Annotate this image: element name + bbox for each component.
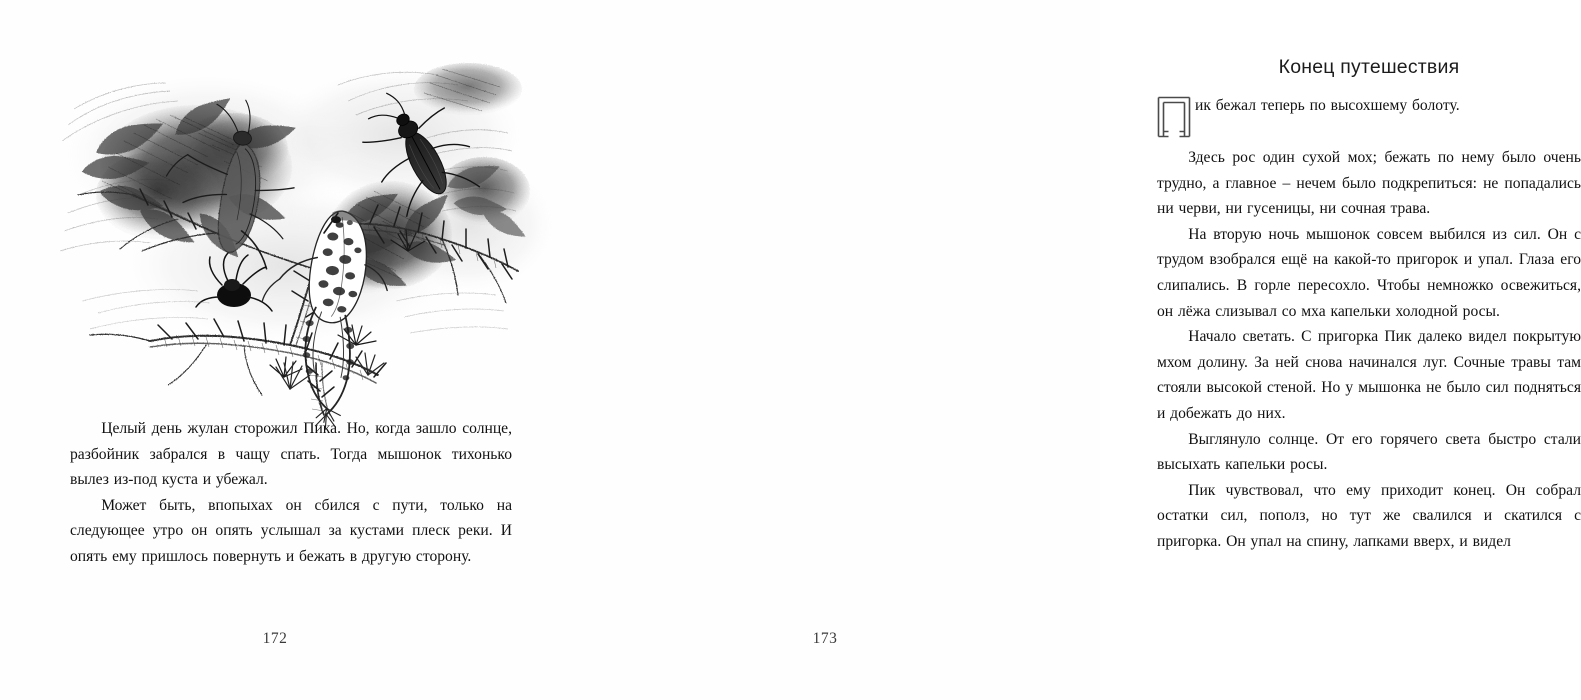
paragraph: Пик чувствовал, что ему приходит конец. Он собрал остатки сил, пополз, но тут же свалился и скатился с пригорка. Он упал на спину, лапками вверх, и видел	[1157, 481, 1581, 550]
right-page-text-column	[1157, 93, 1581, 555]
left-page	[0, 0, 550, 700]
page-number-right: 173	[812, 630, 838, 647]
paragraph: Здесь рос один сухой мох; бежать по нему было очень трудно, а главное – нечем было подкрепиться: не попадались ни черви, ни гусеницы, ни сочная трава.	[1157, 149, 1581, 218]
paragraph-with-dropcap	[1157, 93, 1581, 145]
paragraph: Начало светать. С пригорка Пик далеко видел покрытую мхом долину. За ней снова начинался луг. Сочные травы там стояли высокой стеной. Но у мышонка не было сил подняться и добежать до них.	[1157, 328, 1581, 422]
paragraph-text: ик бежал теперь по высохшему болоту.	[1195, 97, 1460, 114]
paragraph: Может быть, впопыхах он сбился с пути, только на следующее утро он опять услышал за кустами плеск реки. И опять ему пришлось повернуть и бежать в другую сторону.	[70, 496, 512, 565]
paragraph: Целый день жулан сторожил Пика. Но, когда зашло солнце, разбойник забрался в чащу спать. Тогда мышонок тихонько вылез из-под куста и убежал.	[70, 420, 512, 489]
right-page	[550, 0, 1581, 700]
paragraph: На вторую ночь мышонок совсем выбился из сил. Он с трудом взобрался ещё на какой-то пригорок и упал. Глаза его слипались. В горле пересохло. Чтобы немножко освежиться, он лёжа слизывал со мха капельки холодной росы.	[1157, 225, 1581, 320]
drop-cap-letter	[1157, 95, 1191, 139]
left-page-text-column	[70, 416, 512, 570]
paragraph: Выглянуло солнце. От его горячего света быстро стали высыхать капельки росы.	[1157, 430, 1581, 474]
chapter-title: Конец путешествия	[1278, 56, 1460, 78]
illustration-artwork	[58, 63, 558, 432]
thorn-bush-with-impaled-prey-illustration	[38, 45, 536, 415]
page-number-left: 172	[262, 630, 288, 647]
